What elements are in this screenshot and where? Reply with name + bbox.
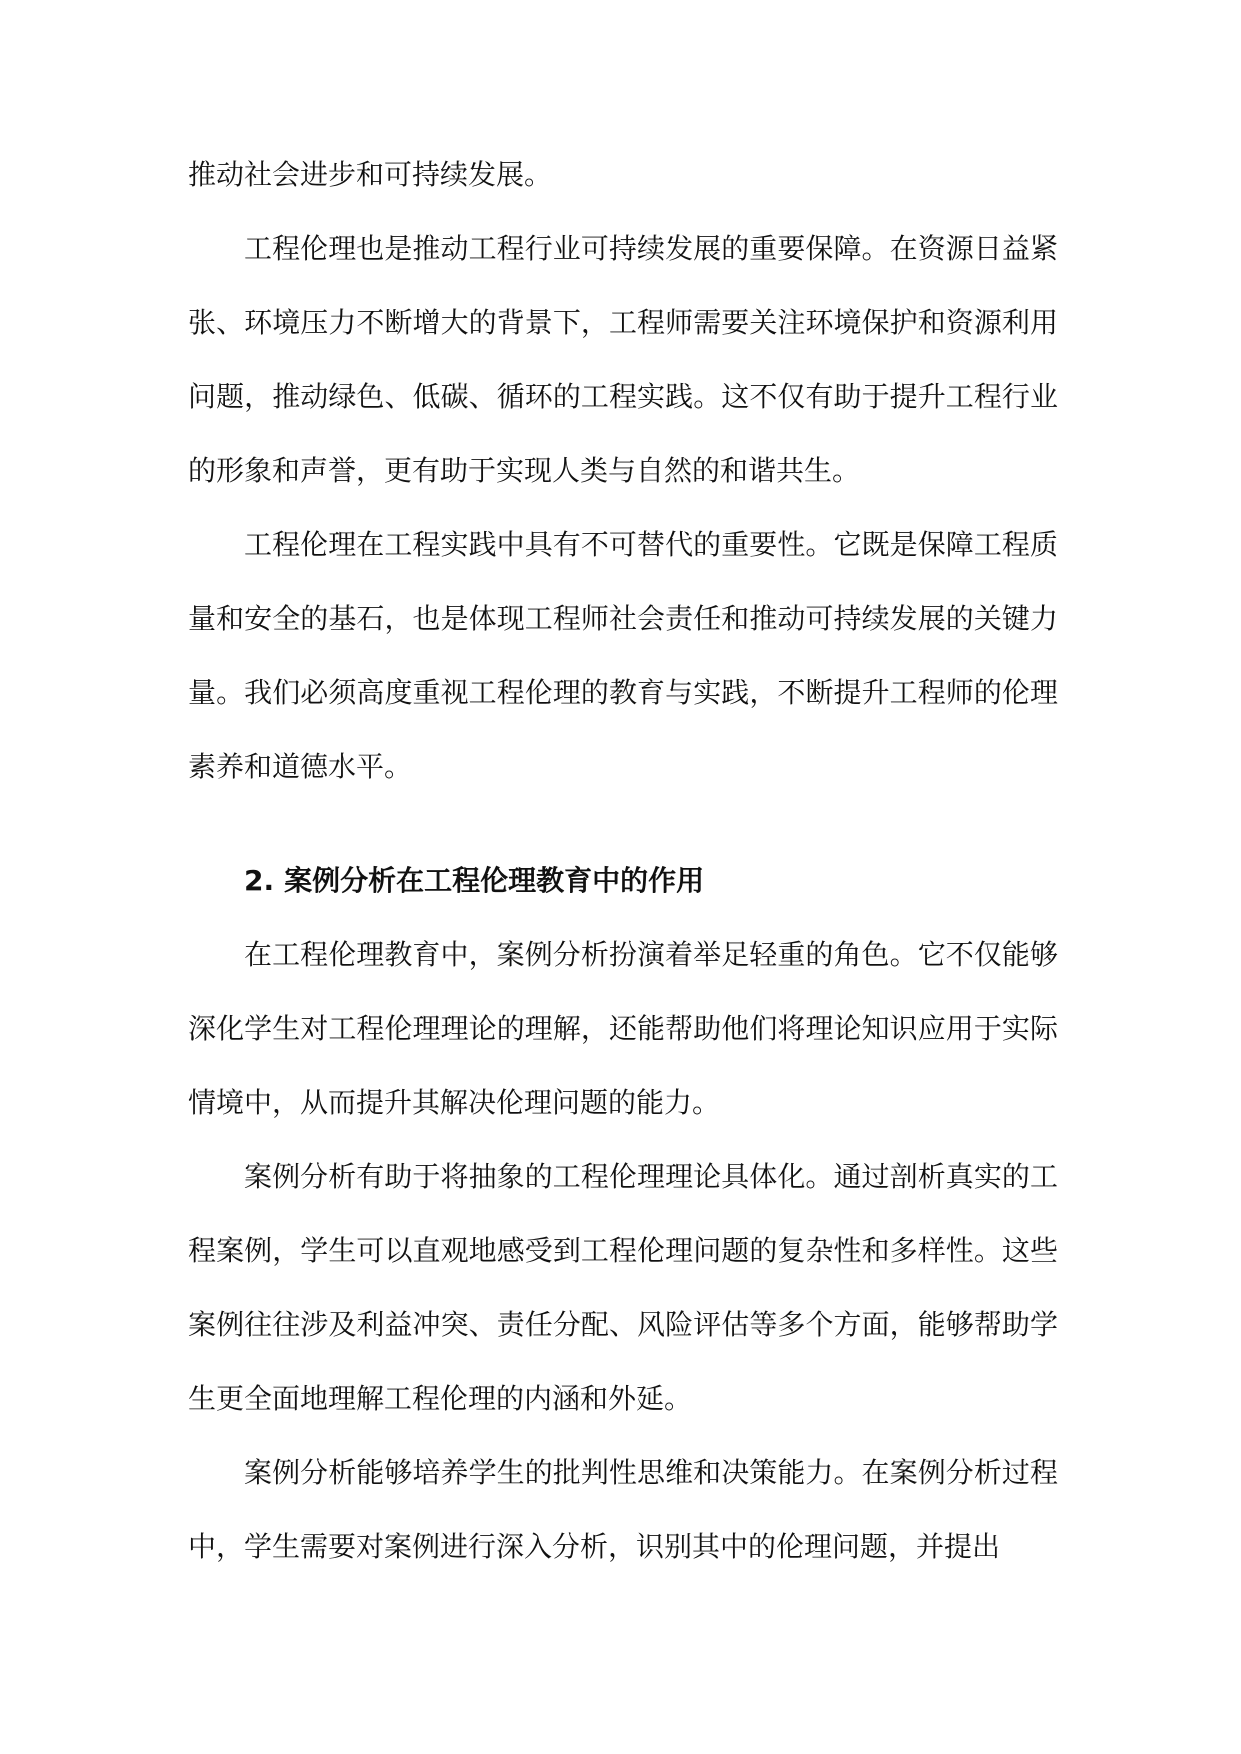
paragraph-case-critical-thinking: 案例分析能够培养学生的批判性思维和决策能力。在案例分析过程中，学生需要对案例进行深入分析，识别其中的伦理问题，并提出 [188,1456,1058,1563]
paragraph-sustainability: 工程伦理也是推动工程行业可持续发展的重要保障。在资源日益紧张、环境压力不断增大的背景下，工程师需要关注环境保护和资源利用问题，推动绿色、低碳、循环的工程实践。这不仅有助于提升工程行业的形象和声誉，更有助于实现人类与自然的和谐共生。 [188,232,1058,487]
section-title: 案例分析在工程伦理教育中的作用 [284,864,705,897]
section-number: 2. [244,864,275,897]
section-heading [188,844,1058,918]
paragraph-importance: 工程伦理在工程实践中具有不可替代的重要性。它既是保障工程质量和安全的基石，也是体现工程师社会责任和推动可持续发展的关键力量。我们必须高度重视工程伦理的教育与实践，不断提升工程师的伦理素养和道德水平。 [188,528,1058,783]
document-body [188,138,1058,1584]
paragraph-case-role: 在工程伦理教育中，案例分析扮演着举足轻重的角色。它不仅能够深化学生对工程伦理理论的理解，还能帮助他们将理论知识应用于实际情境中，从而提升其解决伦理问题的能力。 [188,938,1058,1119]
paragraph-continuation: 推动社会进步和可持续发展。 [188,158,553,191]
paragraph-case-concrete: 案例分析有助于将抽象的工程伦理理论具体化。通过剖析真实的工程案例，学生可以直观地感受到工程伦理问题的复杂性和多样性。这些案例往往涉及利益冲突、责任分配、风险评估等多个方面，能够帮助学生更全面地理解工程伦理的内涵和外延。 [188,1160,1058,1415]
